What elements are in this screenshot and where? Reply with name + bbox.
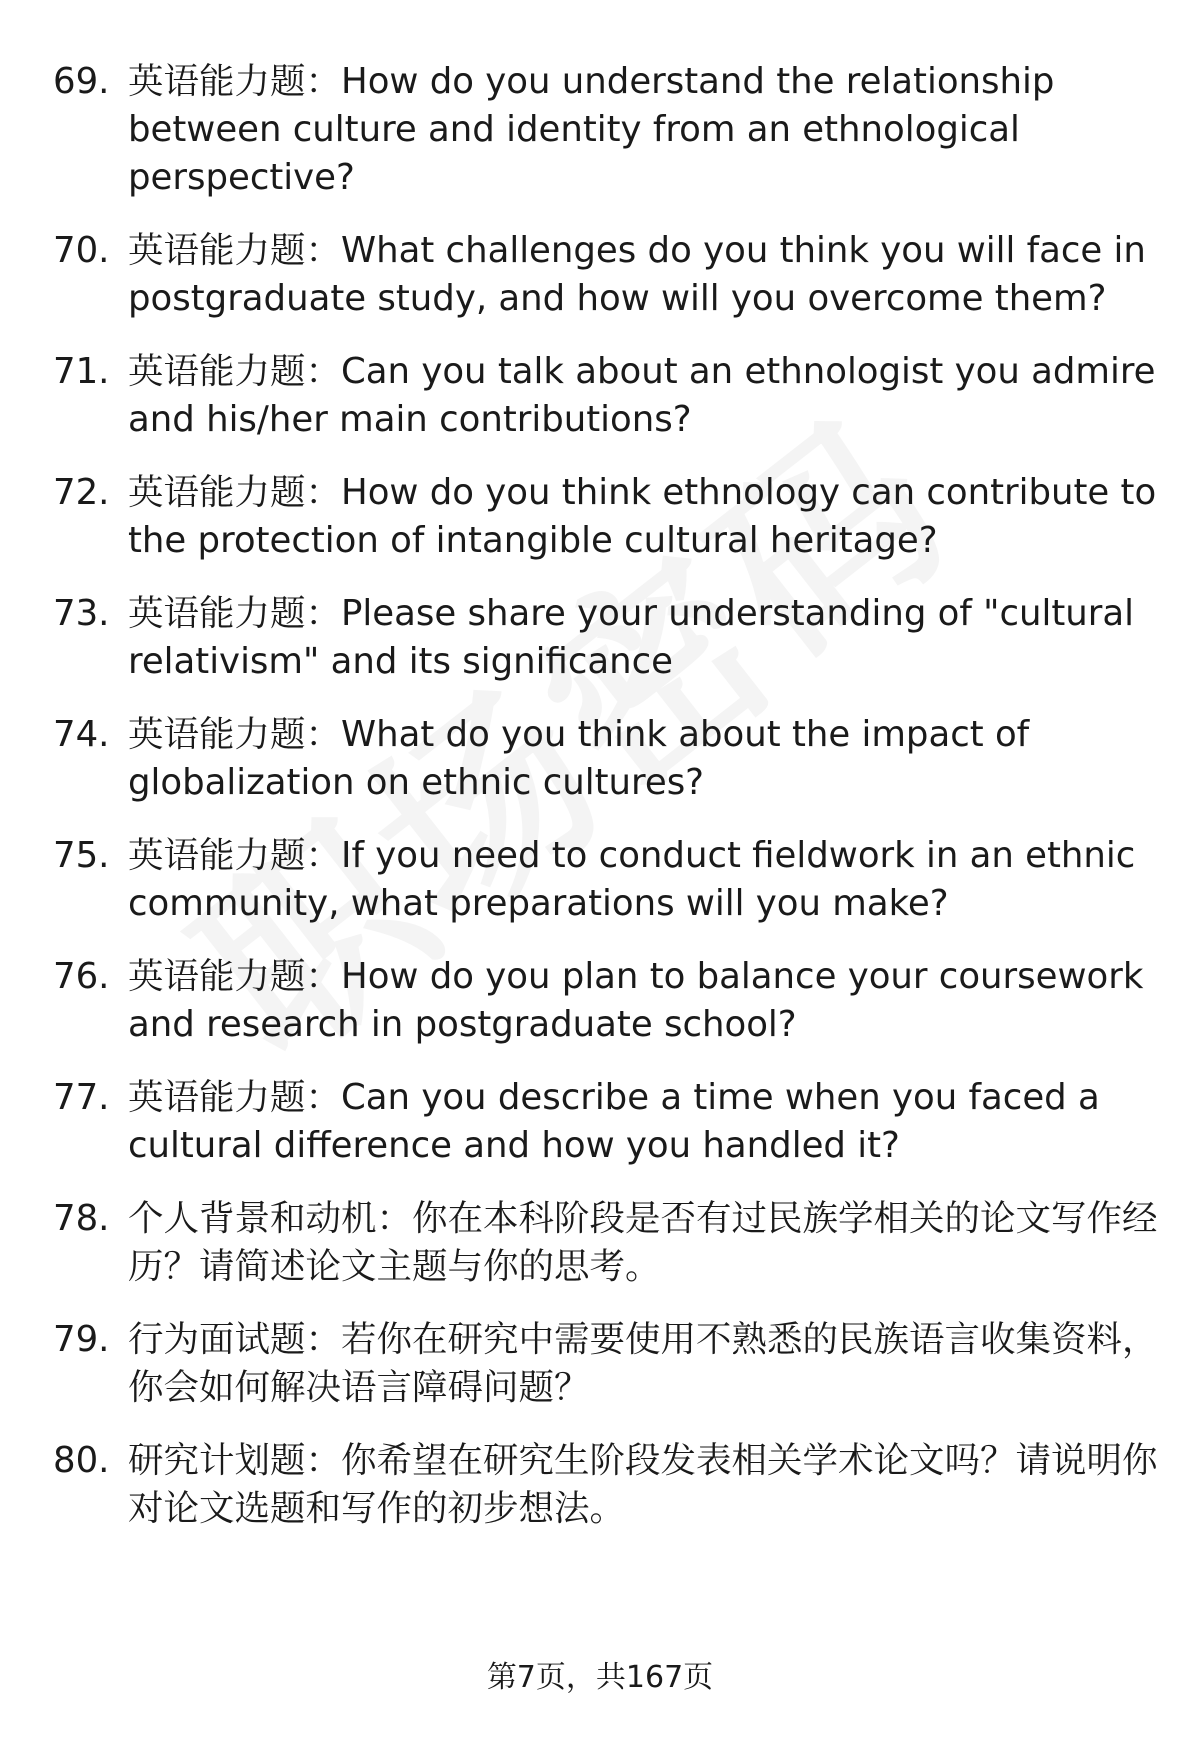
- question-number: 76.: [53, 956, 110, 997]
- question-text: 英语能力题：What do you think about the impact of globalization on ethnic cultures?: [128, 714, 1030, 803]
- question-text: 英语能力题：How do you plan to balance your coursework and research in postgraduate school?: [128, 956, 1144, 1045]
- question-number: 74.: [53, 714, 110, 755]
- question-number: 70.: [53, 230, 110, 271]
- question-item: [0, 348, 1200, 444]
- question-item: [0, 832, 1200, 928]
- question-list: [0, 58, 1200, 1558]
- question-item: [0, 590, 1200, 686]
- question-item: [0, 953, 1200, 1049]
- question-number: 69.: [53, 61, 110, 102]
- question-text: 个人背景和动机：你在本科阶段是否有过民族学相关的论文写作经历？请简述论文主题与你的思考。: [128, 1198, 1158, 1287]
- question-item: [0, 1316, 1200, 1412]
- question-item: [0, 1437, 1200, 1533]
- question-number: 79.: [53, 1319, 110, 1360]
- question-text: 英语能力题：How do you understand the relationship between culture and identity from an ethnological perspective?: [128, 61, 1055, 198]
- question-item: [0, 58, 1200, 202]
- question-text: 研究计划题：你希望在研究生阶段发表相关学术论文吗？请说明你对论文选题和写作的初步想法。: [128, 1440, 1158, 1529]
- question-number: 80.: [53, 1440, 110, 1481]
- question-item: [0, 711, 1200, 807]
- question-text: 英语能力题：How do you think ethnology can contribute to the protection of intangible cultural heritage?: [128, 472, 1157, 561]
- question-text: 行为面试题：若你在研究中需要使用不熟悉的民族语言收集资料，你会如何解决语言障碍问题？: [128, 1319, 1158, 1408]
- question-number: 77.: [53, 1077, 110, 1118]
- question-text: 英语能力题：Can you describe a time when you faced a cultural difference and how you handled it?: [128, 1077, 1100, 1166]
- question-item: [0, 1074, 1200, 1170]
- question-number: 73.: [53, 593, 110, 634]
- question-item: [0, 227, 1200, 323]
- question-item: [0, 469, 1200, 565]
- page-number-footer: 第7页，共167页: [486, 1660, 714, 1695]
- question-text: 英语能力题：Please share your understanding of "cultural relativism" and its significance: [128, 593, 1134, 682]
- question-text: 英语能力题：If you need to conduct fieldwork in an ethnic community, what preparations will you make?: [128, 835, 1136, 924]
- question-number: 71.: [53, 351, 110, 392]
- question-item: [0, 1195, 1200, 1291]
- question-number: 78.: [53, 1198, 110, 1239]
- question-number: 75.: [53, 835, 110, 876]
- question-text: 英语能力题：Can you talk about an ethnologist you admire and his/her main contributions?: [128, 351, 1156, 440]
- question-number: 72.: [53, 472, 110, 513]
- question-text: 英语能力题：What challenges do you think you will face in postgraduate study, and how will you overcome them?: [128, 230, 1146, 319]
